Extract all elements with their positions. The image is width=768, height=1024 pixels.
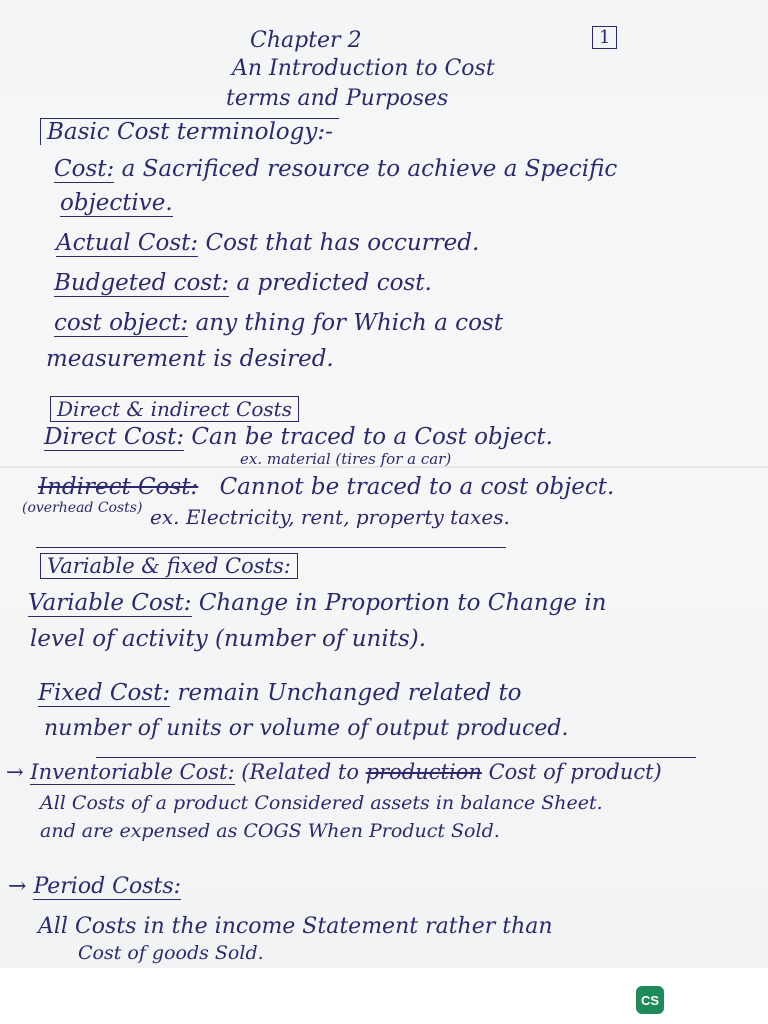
page-number: 1 [592, 26, 617, 49]
camscanner-badge: CS [636, 986, 664, 1014]
period-def-line2: Cost of goods Sold. [78, 942, 264, 964]
inventoriable-term: Inventoriable Cost: [30, 760, 235, 784]
budgeted-def: a predicted cost. [236, 270, 432, 296]
period-def-line1: All Costs in the income Statement rather than [38, 914, 553, 939]
section-heading-variable: Variable & fixed Costs: [40, 553, 298, 579]
variable-def-line1: Change in Proportion to Change in [198, 590, 607, 616]
section-divider [36, 547, 506, 548]
section-heading-basic-text: Basic Cost terminology:- [47, 119, 333, 145]
indirect-cost-definition [38, 474, 614, 500]
arrow-icon: → [6, 760, 24, 784]
direct-example: ex. material (tires for a car) [240, 450, 452, 468]
inventoriable-def-line1: All Costs of a product Considered assets in balance Sheet. [40, 792, 603, 814]
inventoriable-note-struck: production [365, 760, 482, 784]
inventoriable-note-suffix: Cost of product) [488, 760, 662, 784]
cost-def-line1: a Sacrificed resource to achieve a Specific [121, 156, 618, 182]
fixed-def-line1: remain Unchanged related to [177, 680, 522, 706]
title-line-1: An Introduction to Cost [232, 56, 495, 81]
cost-def-line2: objective. [60, 190, 173, 216]
variable-def-line2: level of activity (number of units). [30, 626, 427, 652]
period-cost-heading [8, 874, 181, 899]
object-def-line1: any thing for Which a cost [195, 310, 503, 336]
direct-def: Can be traced to a Cost object. [191, 424, 553, 450]
cost-definition [54, 156, 617, 182]
section-heading-basic [40, 118, 339, 145]
actual-term: Actual Cost: [56, 230, 199, 256]
fixed-term: Fixed Cost: [38, 680, 171, 706]
cost-term: Cost: [54, 156, 115, 182]
inventoriable-note-prefix: (Related to [241, 760, 359, 784]
actual-cost-definition [56, 230, 479, 256]
variable-term: Variable Cost: [28, 590, 192, 616]
inventoriable-def-line2: and are expensed as COGS When Product Sold. [40, 820, 500, 842]
direct-cost-definition [44, 424, 553, 450]
object-term: cost object: [54, 310, 189, 336]
budgeted-cost-definition [54, 270, 432, 296]
fixed-cost-definition [38, 680, 522, 706]
direct-term: Direct Cost: [44, 424, 185, 450]
indirect-note: (overhead Costs) [22, 500, 143, 516]
section-divider-2 [96, 757, 696, 758]
fixed-def-line2: number of units or volume of output produced. [44, 716, 569, 741]
indirect-def: Cannot be traced to a cost object. [219, 474, 615, 500]
title-line-2: terms and Purposes [226, 86, 449, 111]
paper-fold [0, 466, 768, 468]
object-def-line2: measurement is desired. [46, 346, 334, 372]
indirect-example: ex. Electricity, rent, property taxes. [150, 505, 510, 529]
cost-object-definition [54, 310, 503, 336]
arrow-icon: → [8, 874, 27, 899]
inventoriable-cost-definition [6, 760, 662, 784]
actual-def: Cost that has occurred. [205, 230, 480, 256]
chapter-title: Chapter 2 [250, 28, 362, 53]
variable-cost-definition [28, 590, 607, 616]
section-heading-direct: Direct & indirect Costs [50, 396, 299, 422]
period-term: Period Costs: [33, 874, 182, 899]
budgeted-term: Budgeted cost: [54, 270, 230, 296]
indirect-term: Indirect Cost: [38, 474, 199, 500]
